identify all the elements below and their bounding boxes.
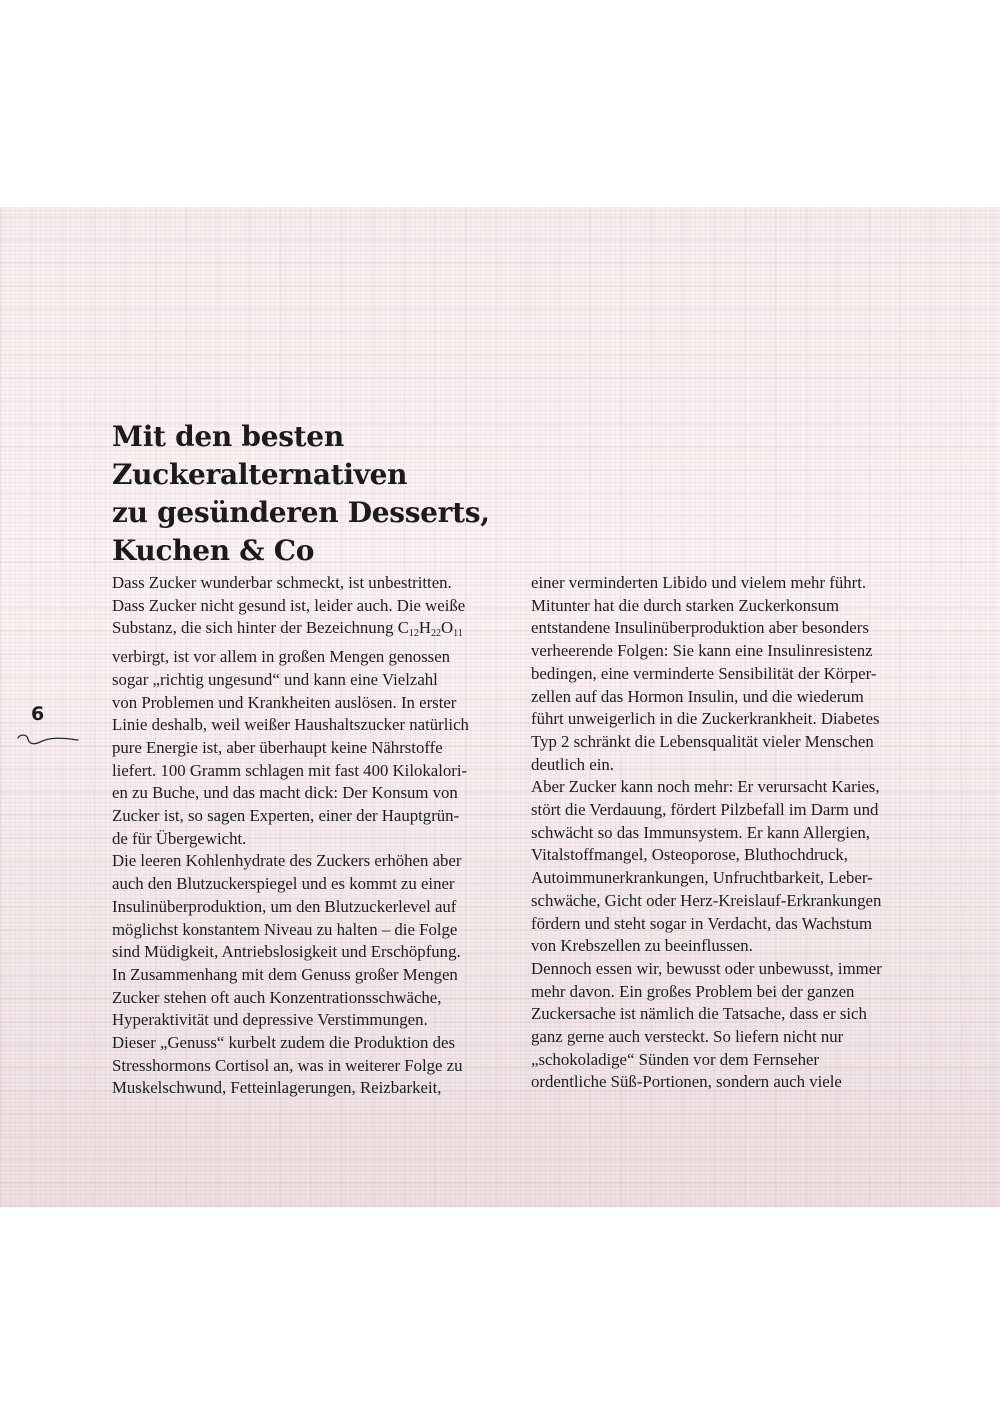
text-line: sogar „richtig ungesund“ und kann eine Vielzahl xyxy=(112,669,438,689)
text-line: von Problemen und Krankheiten auslösen. In erster xyxy=(112,692,457,712)
text-line: sind Müdigkeit, Antriebslosigkeit und Erschöpfung. xyxy=(112,942,461,962)
text-line: Dieser „Genuss“ kurbelt zudem die Produktion des xyxy=(112,1033,455,1053)
text-line: Hyperaktivität und depressive Verstimmungen. xyxy=(112,1010,428,1030)
text-line: möglichst konstantem Niveau zu halten – die Folge xyxy=(112,919,458,939)
text-line: einer verminderten Libido und vielem mehr führt. xyxy=(531,573,867,592)
text-line: verheerende Folgen: Sie kann eine Insulinresistenz xyxy=(531,641,873,661)
text-column-right xyxy=(531,572,936,1094)
text-line: Zucker ist, so sagen Experten, einer der Hauptgrün- xyxy=(112,806,460,826)
text-line: liefert. 100 Gramm schlagen mit fast 400 Kilokalori- xyxy=(112,760,468,780)
text-fragment: Substanz, die sich hinter der Bezeichnung xyxy=(112,618,394,638)
text-line: ganz gerne auch versteckt. So liefern nicht nur xyxy=(531,1027,844,1047)
text-line: führt unweigerlich in die Zuckerkrankheit. Diabetes xyxy=(531,709,880,729)
text-line: Dass Zucker nicht gesund ist, leider auch. Die weiße xyxy=(112,595,466,615)
text-line: Autoimmunerkrankungen, Unfruchtbarkeit, Leber- xyxy=(531,868,873,888)
text-line: von Krebszellen zu beeinflussen. xyxy=(531,936,753,956)
text-line: auch den Blutzuckerspiegel und es kommt zu einer xyxy=(112,874,455,894)
title-line: zu gesünderen Desserts, xyxy=(112,496,490,529)
text-line: Zucker stehen oft auch Konzentrationsschwäche, xyxy=(112,987,442,1007)
text-line: Muskelschwund, Fetteinlagerungen, Reizbarkeit, xyxy=(112,1078,442,1098)
title-line: Zuckeralternativen xyxy=(112,458,408,491)
text-line: Die leeren Kohlenhydrate des Zuckers erhöhen aber xyxy=(112,851,462,871)
text-line: de für Übergewicht. xyxy=(112,828,247,848)
text-line: zellen auf das Hormon Insulin, und die wiederum xyxy=(531,686,864,706)
text-line: mehr davon. Ein großes Problem bei der ganzen xyxy=(531,981,855,1001)
text-line: Mitunter hat die durch starken Zuckerkonsum xyxy=(531,595,840,615)
text-line-with-formula xyxy=(112,617,517,646)
text-line: verbirgt, ist vor allem in großen Mengen genossen xyxy=(112,647,451,667)
text-line: Linie deshalb, weil weißer Haushaltszucker natürlich xyxy=(112,715,469,735)
text-line: bedingen, eine verminderte Sensibilität der Körper- xyxy=(531,663,877,683)
text-line: Aber Zucker kann noch mehr: Er verursacht Karies, xyxy=(531,777,880,797)
text-line: ordentliche Süß-Portionen, sondern auch viele xyxy=(531,1072,842,1092)
text-line: Zuckersache ist nämlich die Tatsache, dass er sich xyxy=(531,1004,867,1024)
text-line: schwächt so das Immunsystem. Er kann Allergien, xyxy=(531,822,870,842)
text-line: schwäche, Gicht oder Herz-Kreislauf-Erkrankungen xyxy=(531,890,882,910)
text-line: „schokoladige“ Sünden vor dem Fernseher xyxy=(531,1049,819,1069)
text-line: deutlich ein. xyxy=(531,754,614,774)
page-title xyxy=(112,418,532,570)
text-line: Dass Zucker wunderbar schmeckt, ist unbestritten. xyxy=(112,573,452,592)
title-line: Kuchen & Co xyxy=(112,534,315,567)
text-line: Insulinüberproduktion, um den Blutzuckerlevel auf xyxy=(112,896,457,916)
text-line: Vitalstoffmangel, Osteoporose, Bluthochdruck, xyxy=(531,845,848,865)
text-line: fördern und steht sogar in Verdacht, das Wachstum xyxy=(531,913,873,933)
page-number: 6 xyxy=(31,703,45,725)
text-line: stört die Verdauung, fördert Pilzbefall im Darm und xyxy=(531,800,879,820)
title-line: Mit den besten xyxy=(112,420,344,453)
text-line: Dennoch essen wir, bewusst oder unbewusst, immer xyxy=(531,958,882,978)
text-line: pure Energie ist, aber überhaupt keine Nährstoffe xyxy=(112,737,443,757)
swirl-ornament-icon xyxy=(16,733,80,747)
text-line: en zu Buche, und das macht dick: Der Konsum von xyxy=(112,783,458,803)
text-line: Stresshormons Cortisol an, was in weiterer Folge zu xyxy=(112,1055,463,1075)
text-line: entstandene Insulinüberproduktion aber besonders xyxy=(531,618,869,638)
text-column-left xyxy=(112,572,517,1100)
chemical-formula: $C_{12}H_{22}O_{11}$ xyxy=(397,618,463,640)
text-line: Typ 2 schränkt die Lebensqualität vieler Menschen xyxy=(531,731,874,751)
text-line: In Zusammenhang mit dem Genuss großer Mengen xyxy=(112,964,458,984)
